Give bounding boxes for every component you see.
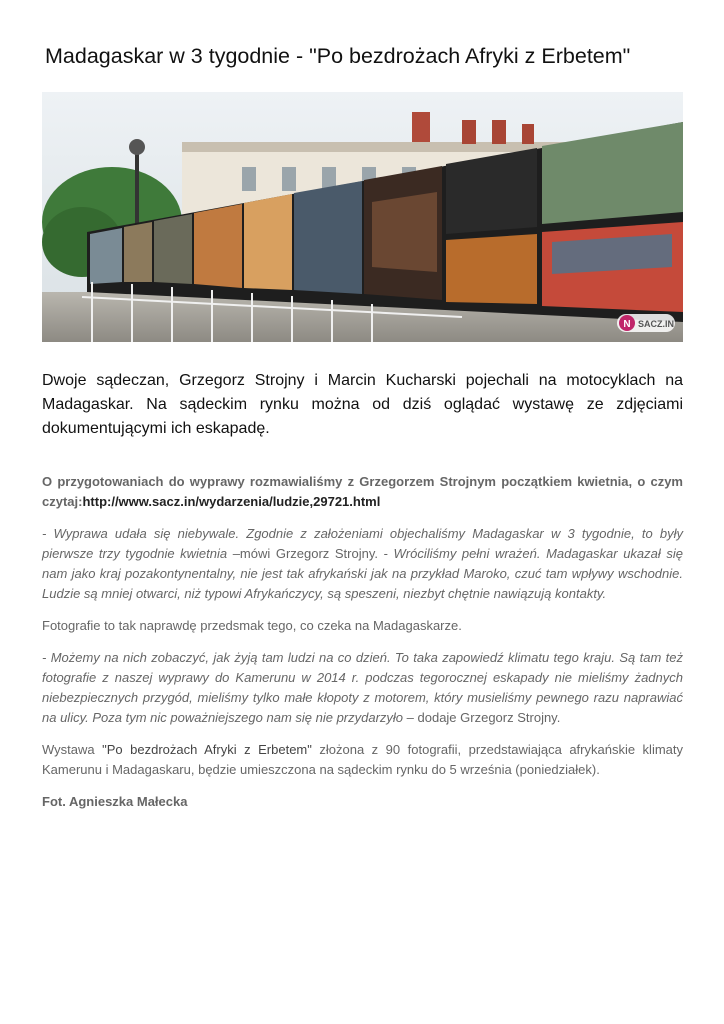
- lead-paragraph: Dwoje sądeczan, Grzegorz Strojny i Marcin Kucharski pojechali na motocyklach na Madagaskar. Na sądeckim rynku można od dziś oglądać wystawę ze zdjęciami dokumentującymi ich eskapadę.: [42, 372, 683, 437]
- quote-paragraph-1: - Wyprawa udała się niebywale. Zgodnie z założeniami objechaliśmy Madagaskar w 3 tygodnie, to były pierwsze trzy tygodnie kwietnia –mówi Grzegorz Strojny. - Wróciliśmy pełni wrażeń. Madagaskar ukazał się nam jako kraj pozakontynentalny, nie jest tak afrykański jak na przykład Maroko, czuć tam wpływy wschodnie. Ludzie są mniej otwarci, niż typowi Afrykańczycy, są speszeni, niezbyt chętnie nawiązują kontakty.: [42, 526, 683, 601]
- paragraph-3: Wystawa "Po bezdrożach Afryki z Erbetem" złożona z 90 fotografii, przedstawiająca afrykańskie klimaty Kamerunu i Madagaskaru, będzie umieszczona na sądeckim rynku do 5 września (poniedziałek).: [42, 742, 684, 777]
- intro-paragraph: [42, 472, 683, 512]
- paragraph-2: Fotografie to tak naprawdę przedsmak tego, co czeka na Madagaskarze.: [42, 618, 462, 633]
- photo-credit: Fot. Agnieszka Małecka: [42, 794, 188, 809]
- sacz-in-logo: [617, 314, 675, 332]
- exhibition-photo-image: [42, 92, 683, 342]
- quote-paragraph-2: - Możemy na nich zobaczyć, jak żyją tam ludzi na co dzień. To taka zapowiedź klimatu tego kraju. Są tam też fotografie z naszej wyprawy do Kamerunu w 2014 r. podczas tegorocznej eskapady nie mieliśmy żadnych niebezpiecznych przygód, mieliśmy tylko małe kłopoty z motorem, który musieliśmy pewnego razu naprawiać na ulicy. Poza tym nic poważniejszego nam się nie przydarzyło – dodaje Grzegorz Strojny.: [42, 650, 683, 725]
- intro-text: O przygotowaniach do wyprawy rozmawialiśmy z Grzegorzem Strojnym początkiem kwietnia, o czym czytaj:: [42, 474, 683, 509]
- page-title: Madagaskar w 3 tygodnie - "Po bezdrożach Afryki z Erbetem": [45, 44, 631, 68]
- article-photo: [42, 92, 683, 342]
- article-link[interactable]: http://www.sacz.in/wydarzenia/ludzie,29721.html: [82, 494, 381, 509]
- article-body: [42, 472, 683, 824]
- svg-text:SACZ.IN: SACZ.IN: [638, 319, 674, 329]
- svg-text:N: N: [623, 319, 631, 330]
